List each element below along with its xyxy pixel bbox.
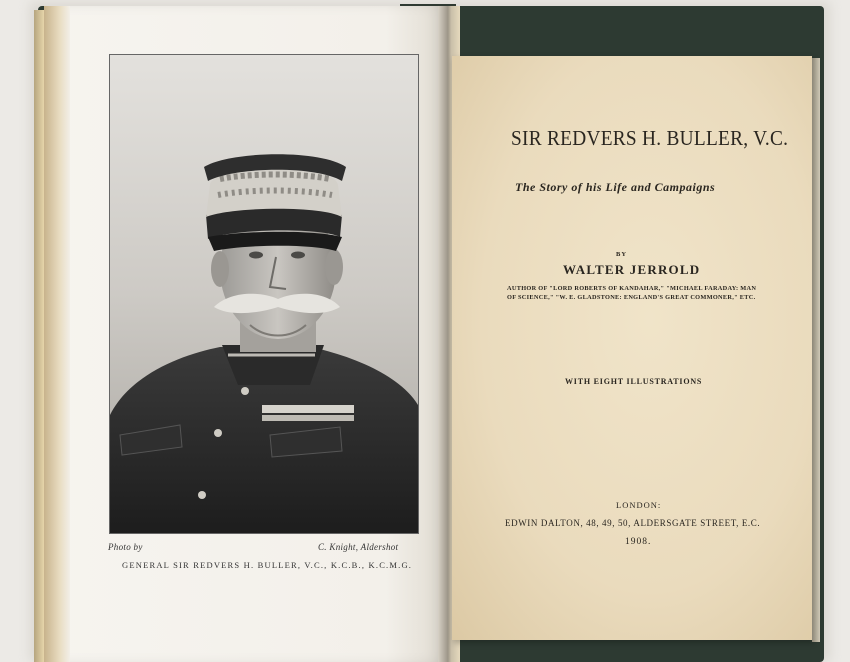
- author-name: WALTER JERROLD: [563, 262, 701, 277]
- publication-year: 1908.: [625, 537, 652, 547]
- right-page-edge: [812, 58, 820, 642]
- photo-credit-right: C. Knight, Aldershot: [318, 542, 399, 552]
- portrait-photograph: [109, 54, 419, 534]
- author-note: AUTHOR OF "LORD ROBERTS OF KANDAHAR," "MICHAEL FARADAY: MAN OF SCIENCE," "W. E. GLADSTONE: ENGLAND'S GREAT COMMONER," ETC.: [507, 285, 757, 301]
- book-subtitle: The Story of his Life and Campaigns: [515, 180, 716, 194]
- book-title: SIR REDVERS H. BULLER, V.C.: [511, 126, 789, 150]
- portrait-illustration: [110, 55, 418, 533]
- left-page-edge: [44, 6, 70, 662]
- publisher: EDWIN DALTON, 48, 49, 50, ALDERSGATE STREET, E.C.: [505, 518, 761, 528]
- photo-credit-left: Photo by: [108, 542, 143, 552]
- portrait-caption: GENERAL SIR REDVERS H. BULLER, V.C., K.C.B., K.C.M.G.: [122, 560, 413, 570]
- illustrations-note: WITH EIGHT ILLUSTRATIONS: [565, 377, 703, 386]
- publication-place: LONDON:: [616, 500, 662, 510]
- by-line: BY: [616, 251, 628, 258]
- page-edges-left: [34, 10, 44, 662]
